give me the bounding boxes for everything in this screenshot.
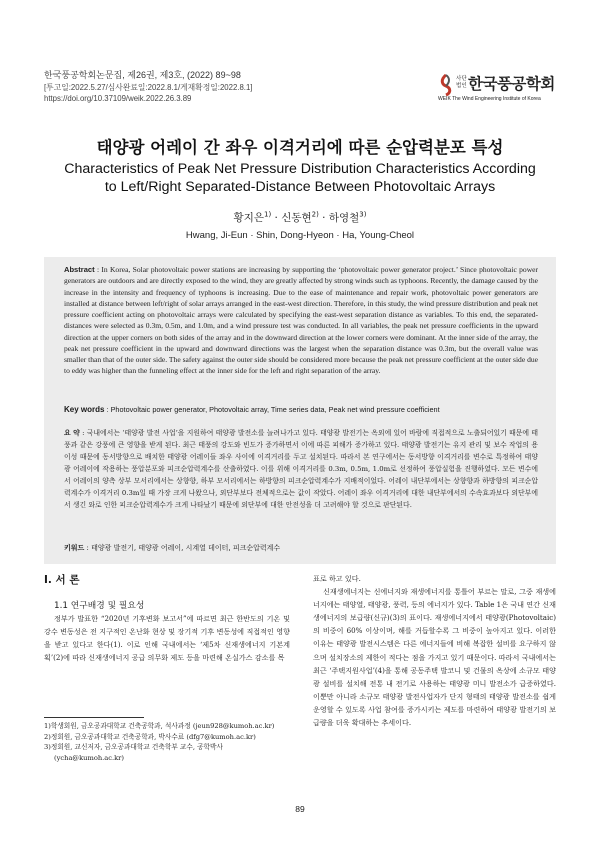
weik-logo xyxy=(438,72,558,106)
author-name: 황지은 xyxy=(233,212,264,224)
keywords-text: Photovoltaic power generator, Photovoltaic array, Time series data, Peak net wind pressure coefficient xyxy=(110,405,440,414)
keywords-ko-text: 태양광 발전기, 태양광 어레이, 시계열 데이터, 피크순압력계수 xyxy=(91,544,281,552)
weik-logo-icon xyxy=(438,74,454,96)
author-affil: 1) xyxy=(263,210,272,219)
body-left-column xyxy=(44,612,290,664)
author-name: 신동현 xyxy=(281,212,312,224)
body-right-column xyxy=(313,572,556,729)
footnote-divider xyxy=(44,717,144,718)
title-korean: 태양광 어레이 간 좌우 이격거리에 따른 순압력분포 특성 xyxy=(96,138,504,157)
keywords-english: Key words : Photovoltaic power generator, Photovoltaic array, Time series data, Peak net wind pressure coefficient xyxy=(64,405,440,414)
doi-link[interactable]: https://doi.org/10.37109/weik.2022.26.3.89 xyxy=(44,94,192,103)
page-number: 89 xyxy=(295,804,305,814)
authors-korean xyxy=(0,210,600,225)
abstract-text: In Korea, Solar photovoltaic power stations are increasing by supporting the ‘photovoltaic power generator project.’ Since photovoltaic power generators are outdoors and are directly exposed to the wind, they are greatly affected by strong winds such as typhoons. Recently, the damage caused by the increase in the intensity and frequency of typhoons is increasing. Due to the ease of maintenance and repair work, photovoltaic power generators are installed at distance between left/right of solar arrays arranged in the east-west direction. Therefore, in this study, the wind pressure distribution and peak net pressure coefficient acting on photovoltaic arrays were calculated by specifying the east-west separation distance as variables. To this end, the separated-distances were selected as 0.3m, 0.5m, and 1.0m, and a wind pressure test was conducted. In all variables, the peak net pressure coefficients in the upward direction at the upper corners on both sides of the array and in the downward direction at the lower corners were dominant. At the inner side of the array, the peak net pressure coefficient in the upward and downward directions was the largest when the separation distance was 0.3m, but the overall value was smaller than that of the outer side. The safety against the outer side should be considered more because the peak net pressure coefficient at the outer side due to eddy was higher than the funneling effect at the inner side for the left and right separation of the array. xyxy=(64,265,539,376)
paragraph-continuation: 표로 하고 있다. xyxy=(313,574,361,583)
footnote: 3)정회원, 교신저자, 금오공과대학교 건축학부 교수, 공학박사 (ycha@kumoh.ac.kr) xyxy=(44,743,223,762)
logo-small-text: 사단 법인 xyxy=(456,76,467,89)
footnote: 1)학생회원, 금오공과대학교 건축공학과, 석사과정 (jeun928@kumoh.ac.kr) xyxy=(44,722,275,730)
keywords-ko-label: 키워드 xyxy=(64,544,85,552)
abstract-ko-text: 국내에서는 ‘태양광 발전 사업’을 지원하여 태양광 발전소를 늘려나가고 있다. 태양광 발전기는 옥외에 있어 바람에 직접적으로 노출되어있기 때문에 태풍과 같은 강풍에 큰 영향을 받게 된다. 최근 태풍의 강도와 빈도가 증가하면서 이에 따른 피해가 증가하고 있다. 태양광 발전기는 유지 관리 및 보수 작업의 용이성 때문에 동서방향으로 배치한 태양광 어레이들 좌우 사이에 이격거리를 두고 설치된다. 따라서 본 연구에서는 동서방향 이격거리를 변수로 특정하여 태양광 어레이에 작용하는 풍압분포와 피크순압력계수를 산출하였다. 이를 위해 이격거리를 0.3m, 0.5m, 1.0m로 선정하여 풍압실험을 진행하였다. 모든 변수에서 어레이의 양측 상부 모서리에서는 상향향, 하부 모서리에서는 하방향의 피크순압력계수가 지배적이었다. 어레이 내단부에서는 상향향과 하방향의 피크순압력계수가 이격거리 0.3m일 때 가장 크게 나왔으나, 외단부보다 전체적으로는 값이 작았다. 어레이 좌우 이격거리에 대한 내단부에서의 수속효과보다 외단부에서 생긴 와로 인한 피크순압력계수가 크게 나타났기 때문에 외단부에 대한 안전성을 더 고려해야 할 것으로 판단된다. xyxy=(64,429,539,510)
logo-name: 한국풍공학회 xyxy=(468,76,555,93)
title-english: Characteristics of Peak Net Pressure Distribution Characteristics According to Left/Right Separated-Distance Between Photovoltaic Arrays xyxy=(64,161,536,195)
paragraph: 신재생에너지는 신에너지와 재생에너지를 통틀어 부르는 말로, 그중 재생에너지에는 태양열, 태양광, 풍력, 등의 에너지가 있다. Table 1은 국내 연간 신재생에너지의 보급량(신규)(3)의 표이다. 재생에너지에서 태양광(Photovoltaic)의 비중이 60% 이상이며, 해를 거듭할수록 그 비중이 높아지고 있다. 이러한 이유는 태양광 발전시스템은 다른 에너지들에 비해 복잡한 설비를 요구하지 않으며 설치장소의 제한이 적다는 점을 가지고 있기 때문이다. 따라서 국내에서는 최근 ‘주택지원사업’(4)을 통해 공동주택 발코니 및 건물의 옥상에 소규모 태양광 설비를 설치해 전통 내 전기로 사용하는 태양광 미니 발전소가 급증하였다. 이뿐만 아니라 소규모 태양광 발전사업자가 단지 형태의 태양광 발전소를 쉽게 운영할 수 있도록 사업 참여를 증가시키는 제도를 마련하여 태양광 발전기의 보급량을 더욱 확대하는 추세이다. xyxy=(313,587,556,728)
paragraph: 정부가 발표한 “2020년 기후변화 보고서”에 따르면 최근 한반도의 기온 및 강수 변동성은 전 지구적인 온난화 현상 및 장기적 기후 변동성에 직접적인 영향을 받고 있다고 한다(1). 이로 인해 국내에서는 ‘제5차 신재생에너지 기본계획’(2)에 따라 신재생에너지 공급 의무화 제도 등을 마련해 온실가스 감소를 목 xyxy=(44,614,290,663)
authors-english: Hwang, Ji-Eun · Shin, Dong-Hyeon · Ha, Young-Cheol xyxy=(185,230,415,241)
footnotes xyxy=(44,721,290,763)
abstract-ko-label: 요 약 xyxy=(64,429,80,437)
author-name: 하영철 xyxy=(328,212,360,224)
abstract-label: Abstract xyxy=(64,265,95,274)
section-heading: I. 서 론 xyxy=(44,574,80,586)
logo-subtitle: WEIK The Wind Engineering Institute of Korea xyxy=(438,96,541,102)
journal-citation: 한국풍공학회논문집, 제26권, 제3호, (2022) 89~98 xyxy=(44,70,241,80)
footnote: 2)정회원, 금오공과대학교 건축공학과, 박사수료 (dfg7@kumoh.ac.kr) xyxy=(44,732,256,741)
subsection-heading: 1.1 연구배경 및 필요성 xyxy=(54,601,145,611)
author-affil: 3) xyxy=(359,210,367,219)
keywords-label: Key words xyxy=(64,405,105,414)
author-affil: 2) xyxy=(311,210,319,219)
author-separator: · xyxy=(318,212,329,224)
abstract-english: Abstract : In Korea, Solar photovoltaic power stations are increasing by supporting the ‘photovoltaic power generator project.’ Since photovoltaic power generators are outdoors and are directly exposed to the wind, they are greatly affected by strong winds such as typhoons. Recently, the damage caused by the increase in the intensity and frequency of typhoons is increasing. Due to the ease of maintenance and repair work, photovoltaic power generators are installed at distance between left/right of solar arrays arranged in the east-west direction. Therefore, in this study, the wind pressure distribution and peak net pressure coefficient acting on photovoltaic arrays were calculated by specifying the east-west separation distance as variables. To this end, the separated-distances were selected as 0.3m, 0.5m, and 1.0m, and a wind pressure test was conducted. In all variables, the peak net pressure coefficients in the upward direction at the upper corners on both sides of the array and in the downward direction at the lower corners were dominant. At the inner side of the array, the peak net pressure coefficient in the upward and downward directions was the largest when the separation distance was 0.3m, but the overall value was smaller than that of the outer side. The safety against the outer side should be considered more because the peak net pressure coefficient at the outer side due to eddy was higher than the funneling effect at the inner side for the left and right separation of the array. xyxy=(64,265,539,376)
submission-dates: [투고일:2022.5.27/심사완료일:2022.8.1/게재확정일:2022.8.1] xyxy=(44,82,253,92)
keywords-korean: 키워드 : 태양광 발전기, 태양광 어레이, 시계열 데이터, 피크순압력계수 xyxy=(64,544,281,552)
abstract-korean: 요 약 : 국내에서는 ‘태양광 발전 사업’을 지원하여 태양광 발전소를 늘려나가고 있다. 태양광 발전기는 옥외에 있어 바람에 직접적으로 노출되어있기 때문에 태풍과 같은 강풍에 큰 영향을 받게 된다. 최근 태풍의 강도와 빈도가 증가하면서 이에 따른 피해가 증가하고 있다. 태양광 발전기는 유지 관리 및 보수 작업의 용이성 때문에 동서방향으로 배치한 태양광 어레이들 좌우 사이에 이격거리를 두고 설치된다. 따라서 본 연구에서는 동서방향 이격거리를 변수로 특정하여 태양광 어레이에 작용하는 풍압분포와 피크순압력계수를 산출하였다. 이를 위해 이격거리를 0.3m, 0.5m, 1.0m로 선정하여 풍압실험을 진행하였다. 모든 변수에서 어레이의 양측 상부 모서리에서는 상향향, 하부 모서리에서는 하방향의 피크순압력계수가 지배적이었다. 어레이 내단부에서는 상향향과 하방향의 피크순압력계수가 이격거리 0.3m일 때 가장 크게 나왔으나, 외단부보다 전체적으로는 값이 작았다. 어레이 좌우 이격거리에 대한 내단부에서의 수속효과보다 외단부에서 생긴 와로 인한 피크순압력계수가 크게 나타났기 때문에 외단부에 대한 안전성을 더 고려해야 할 것으로 판단된다. xyxy=(64,429,539,510)
journal-header xyxy=(44,70,344,105)
author-separator: · xyxy=(271,212,282,224)
